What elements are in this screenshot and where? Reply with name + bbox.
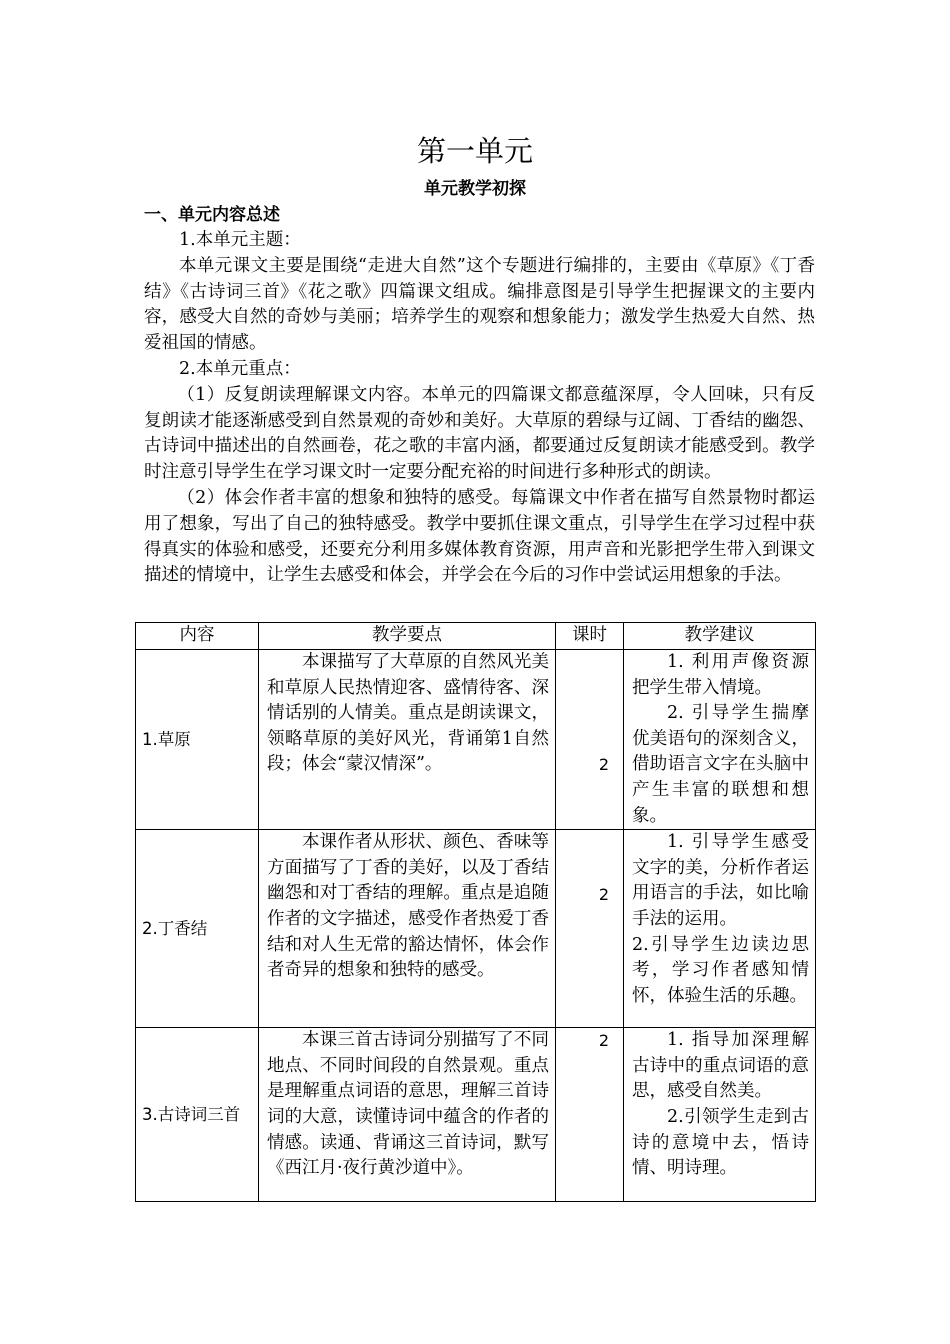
table-row [136,1028,816,1202]
section-heading: 一、单元内容总述 [144,205,280,225]
table-header-row [136,623,816,650]
unit-title: 第一单元 [416,134,533,168]
item1-label: 1.本单元主题： [179,230,301,250]
suggestion-2: 2.引导学生边读边思考，学习作者感知情怀，体验生活的乐趣。 [632,934,809,1006]
row-content: 2.丁香结 [136,830,259,1028]
row-suggestions [624,1028,816,1202]
table-row [136,650,816,830]
suggestion-1: 1. 利用声像资源把学生带入情境。 [632,652,809,698]
suggestion-2: 2. 引导学生揣摩优美语句的深刻含义，借助语言文字在头脑中产生丰富的联想和想象。 [632,703,809,826]
row-suggestions [624,830,816,1028]
point2-paragraph: （2）体会作者丰富的想象和独特的感受。每篇课文中作者在描写自然景物时都运用了想象，写出了自己的独特感受。教学中要抓住课文重点，引导学生在学习过程中获得真实的体验和感受，还要充分利用多媒体教育资源，用声音和光影把学生带入到课文描述的情境中，让学生去感受和体会，并学会在今后的习作中尝试运用想象的手法。 [144,487,815,586]
header-hours: 课时 [556,623,624,650]
row-content: 1.草原 [136,650,259,830]
header-suggestions: 教学建议 [624,623,816,650]
suggestion-1: 1. 引导学生感受文字的美，分析作者运用语言的手法，如比喻手法的运用。 [632,832,809,929]
teaching-table [135,622,816,1202]
row-points: 本课作者从形状、颜色、香味等方面描写了丁香的美好，以及丁香结幽怨和对丁香结的理解。重点是追随作者的文字描述，感受作者热爱丁香结和对人生无常的豁达情怀，体会作者奇异的想象和独特的感受。 [259,830,556,1028]
table-row [136,830,816,1028]
section-body [144,228,815,589]
header-points: 教学要点 [259,623,556,650]
row-points: 本课三首古诗词分别描写了不同地点、不同时间段的自然景观。重点是理解重点词语的意思，理解三首诗词的大意，读懂诗词中蕴含的作者的情感。读通、背诵这三首诗词，默写《西江月·夜行黄沙道中》。 [259,1028,556,1202]
row-hours: 2 [556,1028,624,1202]
point1-paragraph: （1）反复朗读理解课文内容。本单元的四篇课文都意蕴深厚，令人回味，只有反复朗读才能逐渐感受到自然景观的奇妙和美好。大草原的碧绿与辽阔、丁香结的幽怨、古诗词中描述出的自然画卷，花之歌的丰富内涵，都要通过反复朗读才能感受到。教学时注意引导学生在学习课文时一定要分配充裕的时间进行多种形式的朗读。 [144,384,815,483]
suggestion-1: 1. 指导加深理解古诗中的重点词语的意思，感受自然美。 [632,1030,809,1102]
row-suggestions [624,650,816,830]
row-hours: 2 [556,650,624,830]
row-content: 3.古诗词三首 [136,1028,259,1202]
unit-subtitle: 单元教学初探 [424,179,526,199]
row-hours: 2 [556,830,624,1028]
item1-paragraph: 本单元课文主要是围绕“走进大自然”这个专题进行编排的，主要由《草原》《丁香结》《古诗词三首》《花之歌》四篇课文组成。编排意图是引导学生把握课文的主要内容，感受大自然的奇妙与美丽；培养学生的观察和想象能力；激发学生热爱大自然、热爱祖国的情感。 [144,255,815,354]
item2-label: 2.本单元重点： [179,358,301,379]
header-content: 内容 [136,623,259,650]
row-points: 本课描写了大草原的自然风光美和草原人民热情迎客、盛情待客、深情话别的人情美。重点是朗读课文，领略草原的美好风光，背诵第1自然段；体会“蒙汉情深”。 [259,650,556,830]
suggestion-2: 2.引领学生走到古诗的意境中去，悟诗情、明诗理。 [632,1106,809,1179]
